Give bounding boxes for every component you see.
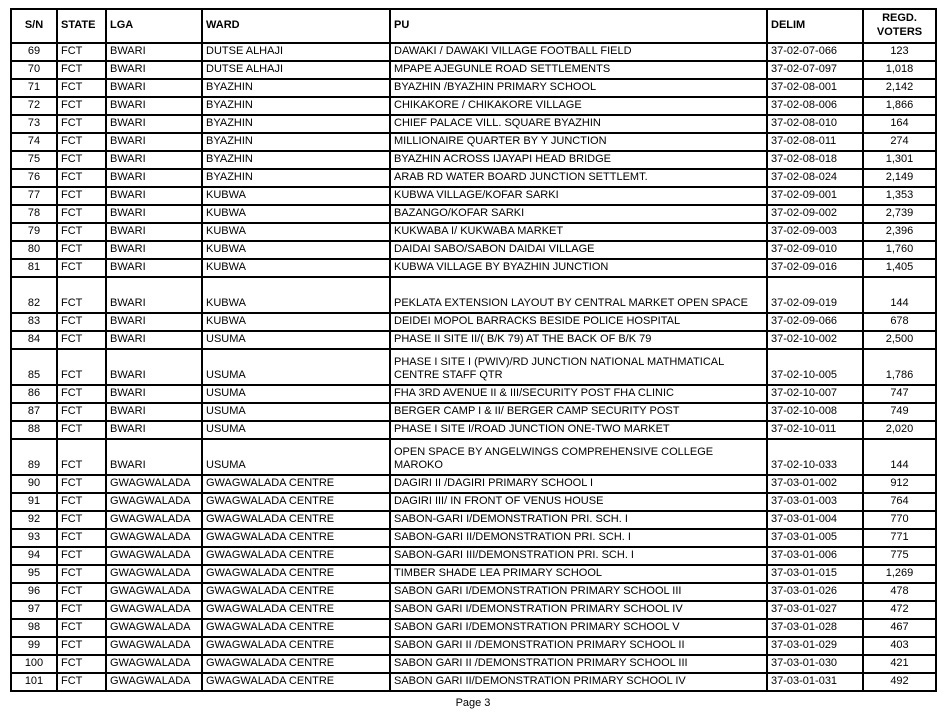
cell-state: FCT <box>57 547 106 565</box>
cell-voters: 771 <box>863 529 936 547</box>
page-number: Page 3 <box>455 697 491 709</box>
table-row <box>11 133 936 151</box>
cell-ward: GWAGWALADA CENTRE <box>202 475 390 493</box>
cell-ward: BYAZHIN <box>202 115 390 133</box>
cell-state: FCT <box>57 421 106 439</box>
cell-sn: 83 <box>11 313 57 331</box>
cell-lga: GWAGWALADA <box>106 565 202 583</box>
cell-voters: 472 <box>863 601 936 619</box>
cell-pu: FHA 3RD AVENUE II & III/SECURITY POST FHA CLINIC <box>390 385 767 403</box>
cell-ward: GWAGWALADA CENTRE <box>202 601 390 619</box>
cell-pu: SABON-GARI II/DEMONSTRATION PRI. SCH. I <box>390 529 767 547</box>
cell-voters: 678 <box>863 313 936 331</box>
cell-delim: 37-03-01-026 <box>767 583 863 601</box>
cell-pu: SABON-GARI I/DEMONSTRATION PRI. SCH. I <box>390 511 767 529</box>
cell-delim: 37-03-01-029 <box>767 637 863 655</box>
cell-sn: 93 <box>11 529 57 547</box>
cell-state: FCT <box>57 151 106 169</box>
table-row <box>11 583 936 601</box>
cell-pu: CHIEF PALACE VILL. SQUARE BYAZHIN <box>390 115 767 133</box>
cell-delim: 37-02-08-011 <box>767 133 863 151</box>
cell-state: FCT <box>57 673 106 691</box>
cell-sn: 84 <box>11 331 57 349</box>
cell-voters: 775 <box>863 547 936 565</box>
cell-state: FCT <box>57 637 106 655</box>
cell-sn: 101 <box>11 673 57 691</box>
header-sn: S/N <box>11 9 57 43</box>
cell-pu: OPEN SPACE BY ANGELWINGS COMPREHENSIVE COLLEGE MAROKO <box>390 439 767 475</box>
cell-sn: 71 <box>11 79 57 97</box>
table-row <box>11 61 936 79</box>
table-row <box>11 547 936 565</box>
cell-lga: BWARI <box>106 187 202 205</box>
table-row <box>11 403 936 421</box>
cell-ward: GWAGWALADA CENTRE <box>202 511 390 529</box>
cell-ward: GWAGWALADA CENTRE <box>202 547 390 565</box>
cell-state: FCT <box>57 205 106 223</box>
cell-state: FCT <box>57 475 106 493</box>
table-row <box>11 205 936 223</box>
cell-delim: 37-02-10-011 <box>767 421 863 439</box>
cell-delim: 37-02-10-007 <box>767 385 863 403</box>
cell-sn: 80 <box>11 241 57 259</box>
cell-voters: 2,149 <box>863 169 936 187</box>
cell-voters: 144 <box>863 277 936 313</box>
cell-lga: BWARI <box>106 205 202 223</box>
cell-ward: BYAZHIN <box>202 133 390 151</box>
cell-ward: KUBWA <box>202 259 390 277</box>
cell-lga: BWARI <box>106 151 202 169</box>
cell-voters: 274 <box>863 133 936 151</box>
cell-delim: 37-02-08-001 <box>767 79 863 97</box>
cell-ward: USUMA <box>202 421 390 439</box>
cell-sn: 87 <box>11 403 57 421</box>
cell-delim: 37-03-01-015 <box>767 565 863 583</box>
table-row <box>11 115 936 133</box>
cell-ward: DUTSE ALHAJI <box>202 43 390 61</box>
cell-delim: 37-02-08-024 <box>767 169 863 187</box>
cell-ward: GWAGWALADA CENTRE <box>202 583 390 601</box>
cell-state: FCT <box>57 493 106 511</box>
table-row <box>11 79 936 97</box>
cell-lga: BWARI <box>106 133 202 151</box>
table-row <box>11 223 936 241</box>
cell-delim: 37-02-09-003 <box>767 223 863 241</box>
cell-ward: GWAGWALADA CENTRE <box>202 655 390 673</box>
table-header-row <box>11 9 936 43</box>
table-row <box>11 277 936 313</box>
cell-state: FCT <box>57 43 106 61</box>
cell-voters: 123 <box>863 43 936 61</box>
table-row <box>11 331 936 349</box>
cell-lga: GWAGWALADA <box>106 493 202 511</box>
cell-state: FCT <box>57 259 106 277</box>
table-row <box>11 619 936 637</box>
cell-sn: 78 <box>11 205 57 223</box>
cell-lga: BWARI <box>106 259 202 277</box>
cell-sn: 90 <box>11 475 57 493</box>
cell-lga: GWAGWALADA <box>106 655 202 673</box>
cell-lga: BWARI <box>106 349 202 385</box>
cell-lga: BWARI <box>106 79 202 97</box>
table-row <box>11 673 936 691</box>
cell-sn: 94 <box>11 547 57 565</box>
cell-ward: USUMA <box>202 439 390 475</box>
cell-sn: 99 <box>11 637 57 655</box>
cell-lga: BWARI <box>106 241 202 259</box>
table-row <box>11 241 936 259</box>
cell-ward: BYAZHIN <box>202 169 390 187</box>
cell-voters: 1,760 <box>863 241 936 259</box>
table-row <box>11 439 936 475</box>
header-lga: LGA <box>106 9 202 43</box>
cell-state: FCT <box>57 133 106 151</box>
cell-sn: 81 <box>11 259 57 277</box>
cell-ward: GWAGWALADA CENTRE <box>202 565 390 583</box>
cell-voters: 467 <box>863 619 936 637</box>
cell-pu: SABON GARI II/DEMONSTRATION PRIMARY SCHOOL IV <box>390 673 767 691</box>
cell-ward: KUBWA <box>202 223 390 241</box>
cell-voters: 747 <box>863 385 936 403</box>
cell-sn: 76 <box>11 169 57 187</box>
cell-delim: 37-02-10-008 <box>767 403 863 421</box>
cell-sn: 86 <box>11 385 57 403</box>
header-regd-voters: REGD. VOTERS <box>863 9 936 43</box>
table-row <box>11 187 936 205</box>
cell-sn: 79 <box>11 223 57 241</box>
table-row <box>11 637 936 655</box>
cell-sn: 98 <box>11 619 57 637</box>
cell-delim: 37-03-01-003 <box>767 493 863 511</box>
cell-sn: 70 <box>11 61 57 79</box>
cell-lga: GWAGWALADA <box>106 547 202 565</box>
cell-sn: 69 <box>11 43 57 61</box>
cell-voters: 164 <box>863 115 936 133</box>
cell-ward: USUMA <box>202 385 390 403</box>
cell-state: FCT <box>57 241 106 259</box>
cell-ward: GWAGWALADA CENTRE <box>202 529 390 547</box>
cell-delim: 37-02-09-001 <box>767 187 863 205</box>
cell-delim: 37-03-01-027 <box>767 601 863 619</box>
cell-lga: GWAGWALADA <box>106 529 202 547</box>
header-ward: WARD <box>202 9 390 43</box>
cell-voters: 912 <box>863 475 936 493</box>
cell-ward: KUBWA <box>202 241 390 259</box>
cell-delim: 37-02-08-018 <box>767 151 863 169</box>
cell-ward: DUTSE ALHAJI <box>202 61 390 79</box>
cell-pu: CHIKAKORE / CHIKAKORE VILLAGE <box>390 97 767 115</box>
cell-delim: 37-03-01-005 <box>767 529 863 547</box>
cell-delim: 37-02-10-005 <box>767 349 863 385</box>
cell-state: FCT <box>57 187 106 205</box>
cell-voters: 1,405 <box>863 259 936 277</box>
header-delim: DELIM <box>767 9 863 43</box>
cell-delim: 37-03-01-006 <box>767 547 863 565</box>
cell-sn: 92 <box>11 511 57 529</box>
cell-state: FCT <box>57 565 106 583</box>
cell-sn: 75 <box>11 151 57 169</box>
cell-voters: 2,739 <box>863 205 936 223</box>
cell-voters: 2,142 <box>863 79 936 97</box>
cell-pu: PHASE I SITE I (PWIV)/RD JUNCTION NATIONAL MATHMATICAL CENTRE STAFF QTR <box>390 349 767 385</box>
cell-state: FCT <box>57 79 106 97</box>
cell-state: FCT <box>57 655 106 673</box>
cell-lga: BWARI <box>106 313 202 331</box>
cell-voters: 421 <box>863 655 936 673</box>
cell-state: FCT <box>57 619 106 637</box>
cell-ward: USUMA <box>202 403 390 421</box>
cell-pu: DAIDAI SABO/SABON DAIDAI VILLAGE <box>390 241 767 259</box>
cell-lga: BWARI <box>106 403 202 421</box>
cell-pu: SABON-GARI III/DEMONSTRATION PRI. SCH. I <box>390 547 767 565</box>
cell-pu: SABON GARI II /DEMONSTRATION PRIMARY SCHOOL III <box>390 655 767 673</box>
cell-voters: 1,786 <box>863 349 936 385</box>
cell-sn: 95 <box>11 565 57 583</box>
cell-delim: 37-02-08-006 <box>767 97 863 115</box>
cell-sn: 73 <box>11 115 57 133</box>
cell-ward: BYAZHIN <box>202 151 390 169</box>
cell-pu: DAGIRI III/ IN FRONT OF VENUS HOUSE <box>390 493 767 511</box>
cell-sn: 96 <box>11 583 57 601</box>
cell-delim: 37-02-09-016 <box>767 259 863 277</box>
cell-lga: BWARI <box>106 169 202 187</box>
header-pu: PU <box>390 9 767 43</box>
cell-state: FCT <box>57 349 106 385</box>
cell-voters: 764 <box>863 493 936 511</box>
cell-sn: 72 <box>11 97 57 115</box>
cell-pu: ARAB RD WATER BOARD JUNCTION SETTLEMT. <box>390 169 767 187</box>
cell-pu: KUKWABA I/ KUKWABA MARKET <box>390 223 767 241</box>
cell-sn: 100 <box>11 655 57 673</box>
table-row <box>11 493 936 511</box>
table-row <box>11 511 936 529</box>
cell-state: FCT <box>57 61 106 79</box>
cell-voters: 1,018 <box>863 61 936 79</box>
cell-ward: KUBWA <box>202 277 390 313</box>
cell-voters: 144 <box>863 439 936 475</box>
table-row <box>11 655 936 673</box>
cell-voters: 1,866 <box>863 97 936 115</box>
cell-lga: GWAGWALADA <box>106 637 202 655</box>
table-row <box>11 565 936 583</box>
cell-sn: 74 <box>11 133 57 151</box>
cell-pu: PHASE I SITE I/ROAD JUNCTION ONE-TWO MARKET <box>390 421 767 439</box>
cell-delim: 37-02-10-002 <box>767 331 863 349</box>
cell-pu: KUBWA VILLAGE/KOFAR SARKI <box>390 187 767 205</box>
table-row <box>11 349 936 385</box>
cell-lga: BWARI <box>106 61 202 79</box>
cell-voters: 2,396 <box>863 223 936 241</box>
cell-state: FCT <box>57 529 106 547</box>
cell-pu: BERGER CAMP I & II/ BERGER CAMP SECURITY POST <box>390 403 767 421</box>
cell-voters: 2,020 <box>863 421 936 439</box>
cell-state: FCT <box>57 331 106 349</box>
cell-lga: BWARI <box>106 97 202 115</box>
cell-delim: 37-03-01-030 <box>767 655 863 673</box>
cell-voters: 749 <box>863 403 936 421</box>
cell-state: FCT <box>57 169 106 187</box>
cell-voters: 1,269 <box>863 565 936 583</box>
table-row <box>11 601 936 619</box>
header-state: STATE <box>57 9 106 43</box>
table-row <box>11 475 936 493</box>
cell-sn: 91 <box>11 493 57 511</box>
cell-delim: 37-02-09-010 <box>767 241 863 259</box>
cell-voters: 1,301 <box>863 151 936 169</box>
cell-pu: DAWAKI / DAWAKI VILLAGE FOOTBALL FIELD <box>390 43 767 61</box>
cell-lga: BWARI <box>106 115 202 133</box>
cell-ward: USUMA <box>202 331 390 349</box>
cell-lga: BWARI <box>106 421 202 439</box>
cell-sn: 88 <box>11 421 57 439</box>
cell-state: FCT <box>57 223 106 241</box>
cell-lga: BWARI <box>106 223 202 241</box>
cell-pu: SABON GARI I/DEMONSTRATION PRIMARY SCHOOL V <box>390 619 767 637</box>
cell-ward: USUMA <box>202 349 390 385</box>
cell-lga: GWAGWALADA <box>106 619 202 637</box>
cell-lga: BWARI <box>106 439 202 475</box>
cell-ward: GWAGWALADA CENTRE <box>202 673 390 691</box>
cell-voters: 770 <box>863 511 936 529</box>
cell-pu: MPAPE AJEGUNLE ROAD SETTLEMENTS <box>390 61 767 79</box>
cell-ward: KUBWA <box>202 313 390 331</box>
cell-pu: PEKLATA EXTENSION LAYOUT BY CENTRAL MARKET OPEN SPACE <box>390 277 767 313</box>
cell-pu: SABON GARI I/DEMONSTRATION PRIMARY SCHOOL IV <box>390 601 767 619</box>
cell-delim: 37-03-01-002 <box>767 475 863 493</box>
cell-state: FCT <box>57 313 106 331</box>
cell-state: FCT <box>57 97 106 115</box>
cell-ward: GWAGWALADA CENTRE <box>202 637 390 655</box>
cell-delim: 37-03-01-004 <box>767 511 863 529</box>
cell-lga: GWAGWALADA <box>106 583 202 601</box>
cell-voters: 478 <box>863 583 936 601</box>
cell-delim: 37-02-07-066 <box>767 43 863 61</box>
cell-lga: BWARI <box>106 277 202 313</box>
cell-delim: 37-02-08-010 <box>767 115 863 133</box>
polling-units-table <box>10 8 937 692</box>
cell-state: FCT <box>57 511 106 529</box>
table-row <box>11 529 936 547</box>
cell-lga: GWAGWALADA <box>106 511 202 529</box>
cell-delim: 37-02-09-019 <box>767 277 863 313</box>
cell-lga: BWARI <box>106 331 202 349</box>
cell-sn: 97 <box>11 601 57 619</box>
cell-pu: SABON GARI I/DEMONSTRATION PRIMARY SCHOOL III <box>390 583 767 601</box>
cell-sn: 82 <box>11 277 57 313</box>
cell-ward: BYAZHIN <box>202 79 390 97</box>
cell-delim: 37-02-09-002 <box>767 205 863 223</box>
cell-lga: BWARI <box>106 43 202 61</box>
cell-state: FCT <box>57 403 106 421</box>
cell-voters: 2,500 <box>863 331 936 349</box>
cell-delim: 37-02-07-097 <box>767 61 863 79</box>
cell-pu: TIMBER SHADE LEA PRIMARY SCHOOL <box>390 565 767 583</box>
table-row <box>11 385 936 403</box>
cell-sn: 77 <box>11 187 57 205</box>
table-row <box>11 151 936 169</box>
cell-state: FCT <box>57 601 106 619</box>
cell-lga: GWAGWALADA <box>106 475 202 493</box>
table-row <box>11 169 936 187</box>
cell-delim: 37-03-01-031 <box>767 673 863 691</box>
cell-pu: DEIDEI MOPOL BARRACKS BESIDE POLICE HOSPITAL <box>390 313 767 331</box>
cell-delim: 37-03-01-028 <box>767 619 863 637</box>
cell-pu: BYAZHIN /BYAZHIN PRIMARY SCHOOL <box>390 79 767 97</box>
cell-pu: BYAZHIN ACROSS IJAYAPI HEAD BRIDGE <box>390 151 767 169</box>
cell-delim: 37-02-09-066 <box>767 313 863 331</box>
cell-sn: 85 <box>11 349 57 385</box>
cell-ward: KUBWA <box>202 205 390 223</box>
table-row <box>11 313 936 331</box>
cell-lga: GWAGWALADA <box>106 601 202 619</box>
cell-pu: SABON GARI II /DEMONSTRATION PRIMARY SCHOOL II <box>390 637 767 655</box>
table-row <box>11 259 936 277</box>
cell-pu: KUBWA VILLAGE BY BYAZHIN JUNCTION <box>390 259 767 277</box>
table-row <box>11 421 936 439</box>
cell-lga: BWARI <box>106 385 202 403</box>
cell-state: FCT <box>57 385 106 403</box>
cell-state: FCT <box>57 439 106 475</box>
cell-ward: GWAGWALADA CENTRE <box>202 493 390 511</box>
cell-state: FCT <box>57 277 106 313</box>
cell-pu: DAGIRI II /DAGIRI PRIMARY SCHOOL I <box>390 475 767 493</box>
cell-sn: 89 <box>11 439 57 475</box>
table-row <box>11 97 936 115</box>
cell-delim: 37-02-10-033 <box>767 439 863 475</box>
cell-pu: MILLIONAIRE QUARTER BY Y JUNCTION <box>390 133 767 151</box>
cell-voters: 403 <box>863 637 936 655</box>
cell-voters: 492 <box>863 673 936 691</box>
table-body <box>11 43 936 691</box>
cell-ward: KUBWA <box>202 187 390 205</box>
table-row <box>11 43 936 61</box>
cell-state: FCT <box>57 115 106 133</box>
cell-state: FCT <box>57 583 106 601</box>
cell-pu: PHASE II SITE II/( B/K 79) AT THE BACK OF B/K 79 <box>390 331 767 349</box>
cell-ward: GWAGWALADA CENTRE <box>202 619 390 637</box>
cell-lga: GWAGWALADA <box>106 673 202 691</box>
cell-ward: BYAZHIN <box>202 97 390 115</box>
cell-voters: 1,353 <box>863 187 936 205</box>
cell-pu: BAZANGO/KOFAR SARKI <box>390 205 767 223</box>
